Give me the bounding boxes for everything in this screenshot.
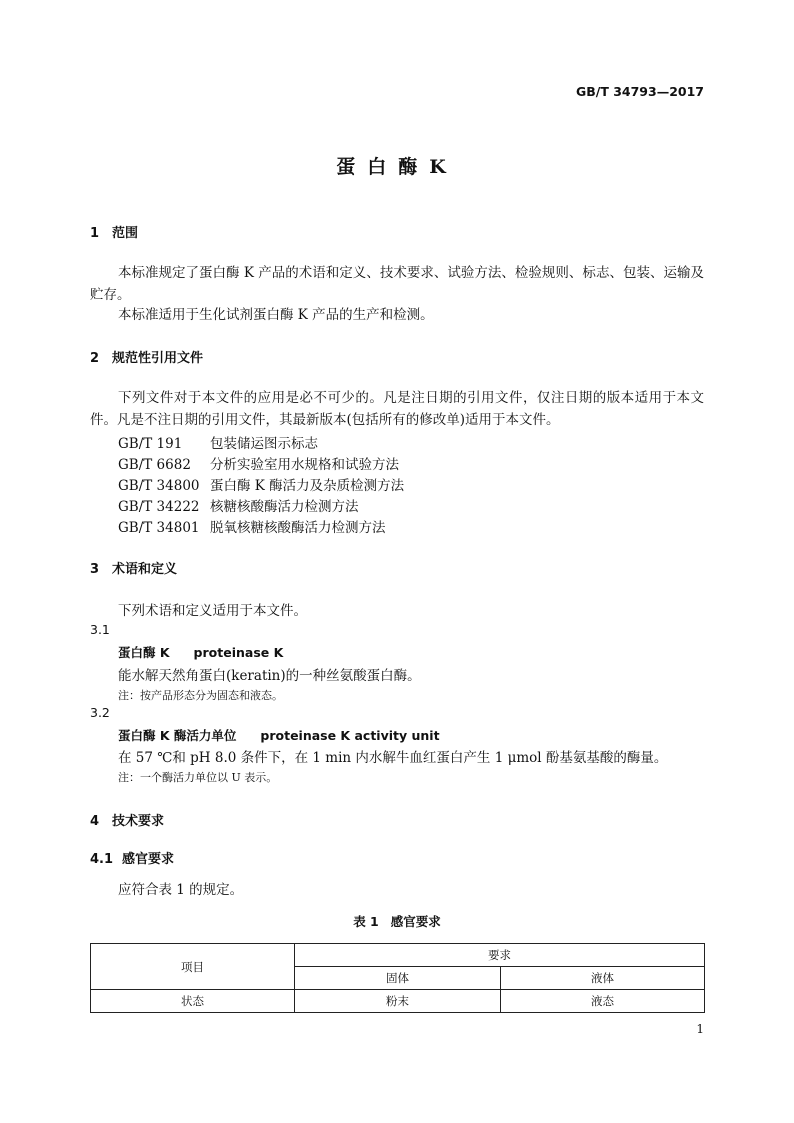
subsection-number: 4.1: [90, 852, 114, 867]
section-title: 范围: [112, 226, 139, 241]
term-heading: [118, 643, 283, 661]
cell-item: 状态: [91, 990, 295, 1013]
reference-title: 蛋白酶 K 酶活力及杂质检测方法: [210, 478, 405, 494]
section-number: 3: [90, 562, 100, 577]
reference-item: [118, 453, 399, 473]
header-solid: 固体: [295, 967, 501, 990]
subsection-4-1-heading: [90, 848, 174, 867]
sensory-requirements-table: [90, 943, 705, 1013]
header-item: 项目: [91, 944, 295, 990]
term-heading: [118, 726, 440, 744]
table-header-row: [91, 944, 705, 967]
term-note: 注：按产品形态分为固态和液态。: [118, 689, 283, 702]
reference-item: [118, 516, 386, 536]
term-number: 3.1: [90, 622, 110, 637]
section-4-heading: [90, 810, 164, 829]
section-title: 技术要求: [112, 814, 165, 829]
table-reference-text: 应符合表 1 的规定。: [118, 882, 244, 898]
section-3-heading: [90, 558, 177, 577]
standard-code: GB/T 34793—2017: [575, 84, 704, 99]
section-number: 4: [90, 814, 100, 829]
table-caption-title: 感官要求: [390, 914, 441, 929]
scope-paragraph-2: 本标准适用于生化试剂蛋白酶 K 产品的生产和检测。: [118, 307, 434, 323]
reference-code: GB/T 191: [118, 436, 183, 452]
reference-item: [118, 432, 318, 452]
section-title: 术语和定义: [112, 562, 178, 577]
section-1-heading: [90, 222, 138, 241]
reference-title: 包装储运图示标志: [210, 436, 318, 452]
term-en: proteinase K activity unit: [260, 728, 440, 743]
reference-title: 脱氧核糖核酸酶活力检测方法: [210, 520, 386, 536]
reference-code: GB/T 6682: [118, 457, 191, 473]
reference-title: 分析实验室用水规格和试验方法: [210, 457, 399, 473]
cell-solid: 粉末: [295, 990, 501, 1013]
reference-code: GB/T 34800: [118, 478, 200, 494]
term-number: 3.2: [90, 705, 110, 720]
section-number: 1: [90, 226, 100, 241]
table-caption: [0, 912, 794, 930]
section-number: 2: [90, 351, 100, 366]
reference-item: [118, 474, 404, 494]
section-title: 规范性引用文件: [112, 351, 204, 366]
document-title: 蛋白酶K: [336, 156, 458, 178]
section-2-heading: [90, 347, 203, 366]
table-row: [91, 990, 705, 1013]
normative-intro-paragraph: 下列文件对于本文件的应用是必不可少的。凡是注日期的引用文件，仅注日期的版本适用于本文件。凡是不注日期的引用文件，其最新版本(包括所有的修改单)适用于本文件。: [90, 390, 704, 428]
term-zh: 蛋白酶 K: [118, 645, 170, 660]
subsection-title: 感官要求: [122, 852, 175, 867]
header-liquid: 液体: [501, 967, 705, 990]
term-en: proteinase K: [193, 645, 284, 660]
terms-intro: 下列术语和定义适用于本文件。: [118, 603, 307, 619]
scope-paragraph-1: 本标准规定了蛋白酶 K 产品的术语和定义、技术要求、试验方法、检验规则、标志、包装、运输及贮存。: [90, 265, 704, 303]
header-requirements: 要求: [295, 944, 705, 967]
term-note: 注：一个酶活力单位以 U 表示。: [118, 771, 278, 784]
page-number: 1: [696, 1022, 704, 1036]
term-zh: 蛋白酶 K 酶活力单位: [118, 728, 237, 743]
reference-code: GB/T 34801: [118, 520, 200, 536]
term-definition: 在 57 ℃和 pH 8.0 条件下，在 1 min 内水解牛血红蛋白产生 1 μmol 酚基氨基酸的酶量。: [118, 750, 668, 766]
reference-item: [118, 495, 359, 515]
reference-title: 核糖核酸酶活力检测方法: [210, 499, 359, 515]
cell-liquid: 液态: [501, 990, 705, 1013]
term-definition: 能水解天然角蛋白(keratin)的一种丝氨酸蛋白酶。: [118, 668, 421, 684]
reference-code: GB/T 34222: [118, 499, 200, 515]
table-caption-number: 表 1: [353, 914, 379, 929]
